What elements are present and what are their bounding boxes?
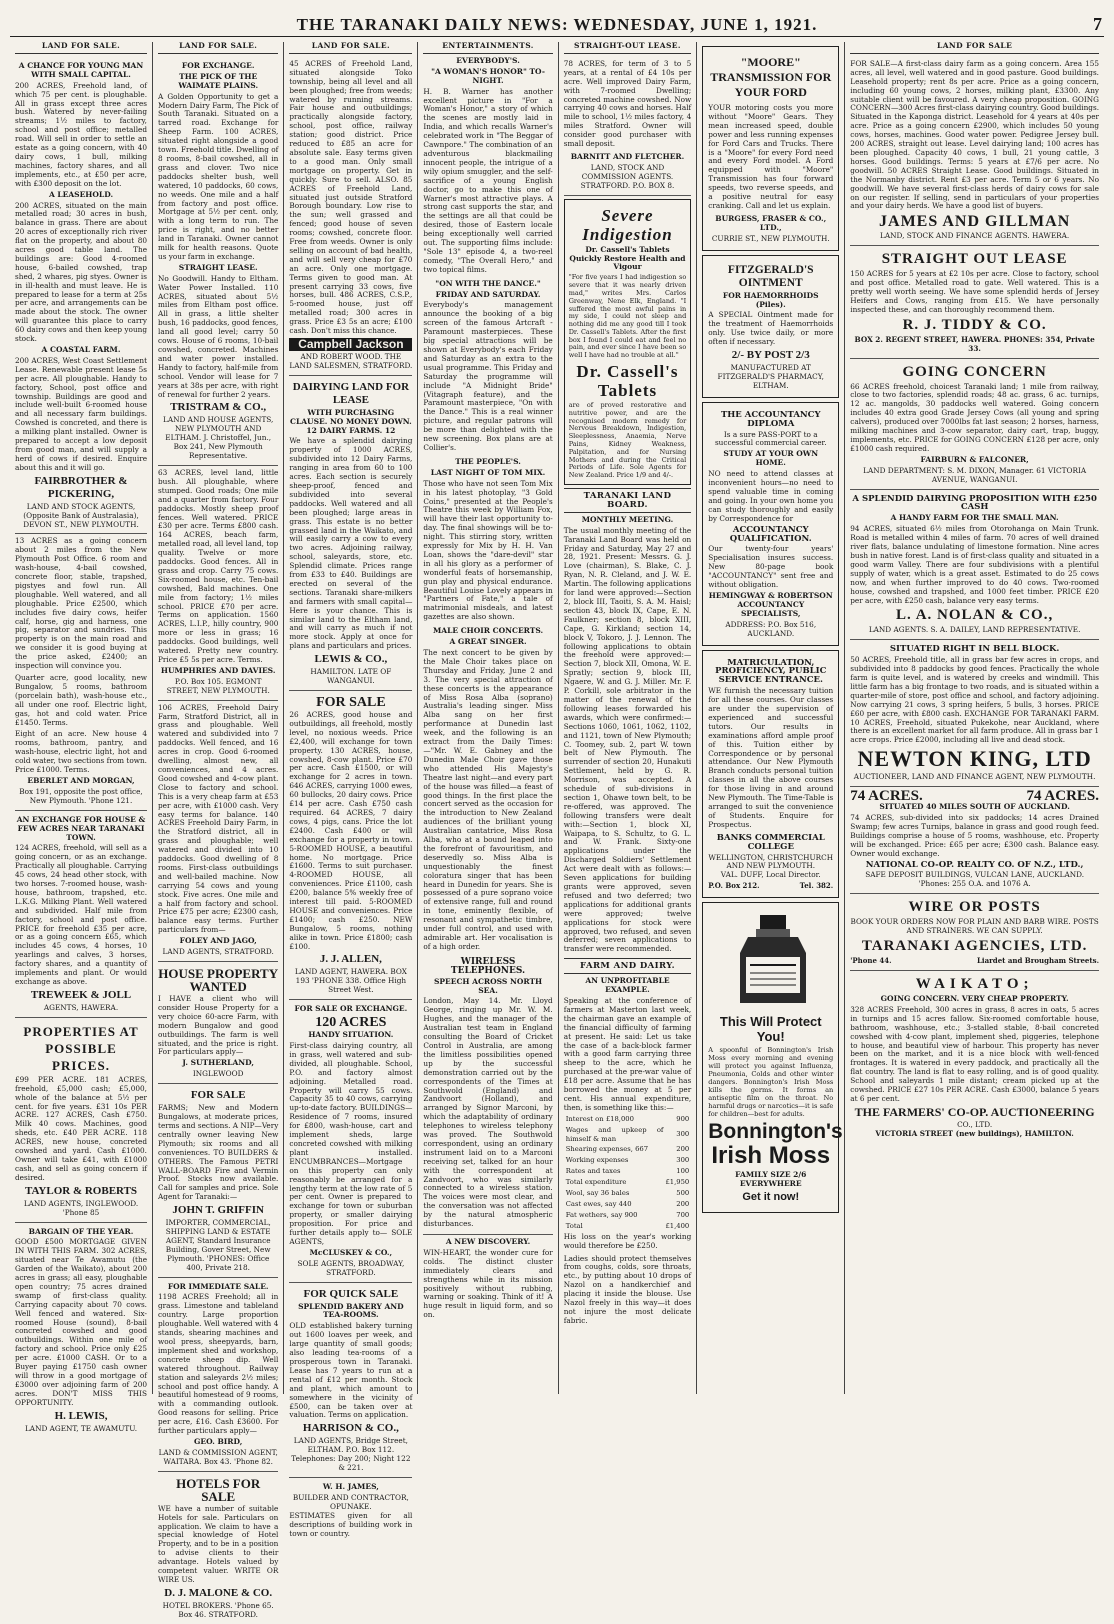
agent-name: FAIRBROTHER & PICKERING,	[34, 474, 128, 500]
acres-heading-right: 74 ACRES.	[1026, 788, 1100, 805]
article-title: FARM AND DAIRY.	[564, 958, 692, 974]
ad-headline: FITZGERALD'S OINTMENT	[727, 263, 814, 289]
table-row	[566, 1222, 690, 1231]
ad-banks-college	[702, 650, 839, 899]
ad-text: OLD established bakery turning out 1600 loaves per week, and large quantity of small goods; also leading tea-rooms of a prosperous town in Taranaki. Lease has 7 years to run at a rental of £12 per month. Stock and plant, which amount to somewhere in the vicinity of £500, can be taken over at valuation. Terms on application.	[289, 1321, 413, 1420]
article-text: Speaking at the conference of farmers at Masterton last week, the chairman gave an example of the financial difficulty of farming at present. He said: Let us take the case of a back-block farmer with a good farm carrying three sheep to the acre, which he purchased at the pre-war value of £18 per acre. Assume that he has borrowed the money at 5 per cent. His annual expenditure, then, is something like this:—	[563, 995, 692, 1112]
ad-title: A COASTAL FARM.	[41, 345, 121, 354]
section-header: LAND FOR SALE.	[15, 42, 147, 54]
agent-name: NEWTON KING, LTD	[857, 746, 1092, 772]
college-contact	[708, 882, 833, 891]
ad-moore-transmission	[702, 46, 839, 251]
ad-text: 328 ACRES Freehold, 300 acres in grass, 8 acres in oats, 5 acres in turnips and 15 acres fallow. Six-roomed comfortable house, bathroom, washhouse, etc.; 3-stalled stable, 8-bail concreted cowshed with 4-cow plant, implement shed, piggeries, telephone to house, and beautiful view of harbour. This property has never been on the market, and it is a nice block with well-fenced frontages. It is watered in every paddock, and practically all the flat country. The land is flat to easy rolling, and is of good quality. School and saleyards 1 mile distant; cream picked up at the cowshed. PRICE £27 10s PER ACRE. Cash £3000, balance 5 years at 6 per cent.	[850, 1004, 1100, 1103]
ad-toko	[289, 57, 412, 376]
ad-text: are of proved restorative and nutritive power, and are the recognised modern remedy for Nervous Breakdown, Indigestion, Sleeplessness, Anaemia, Nerve Pains, Kidney Weakness, Palpitation, and for Nursing Mothers and during the Critical Periods of Life. Sole Agents for New Zealand. Price 1/9 and 4/-.	[568, 401, 687, 480]
ad-nolan	[850, 490, 1099, 641]
agent-name: EBERLET AND MORGAN,	[27, 775, 135, 785]
ad-text: 74 ACRES, sub-divided into six paddocks; 14 acres Drained Swamp; few acres Turnips, balance in grass and good rough feed. Buildings comprise a house of 5 rooms, washhouse, etc. Property will be exchanged. Price: £65 per acre; £300 cash. Balance easy. Owner would exchange.	[850, 813, 1100, 858]
ad-text: 94 ACRES, situated 6½ miles from Otorohanga on Main Trunk. Road is metalled within 4 miles of farm. 70 acres of well drained river flats, balance undulating of limestone formation. Nine acres bush in native forest. Land is of first-class quality and situated in a good warm Valley. There are four subdivisions with a plentiful supply of water, which is a great asset. Estimated to do 25 cows now, and when further improved to do 40 cows. Two-roomed house, cowshed and trapshed, and 1000 feet timber. PRICE £20 per acre, with £250 cash, balance very easy terms.	[850, 524, 1100, 605]
agent-address: LAND & COMMISSION AGENT, WAITARA. Box 43. 'Phone 82.	[158, 1447, 278, 1466]
agent-address: Liardet and Brougham Streets.	[977, 956, 1100, 966]
agent-address: LAND AGENTS, INGLEWOOD. 'Phone 85	[23, 1198, 139, 1217]
agent-name: LEWIS & CO.,	[314, 653, 388, 666]
ad-title: HOTELS FOR SALE	[176, 1475, 261, 1504]
row-value: 700	[676, 1210, 690, 1219]
ad-fitzgeralds-ointment	[702, 255, 839, 398]
ad-text: 1198 ACRES Freehold; all in grass. Limestone and tableland country. Large proportion ploughable. Well watered with 4 stands, shearing machines and wool press, sheepyards, barn, implement shed and workshop, concrete sheep dip. Well watered throughout. Railway station and saleyards 2½ miles; school and post office handy. A beautiful homestead of 9 rooms, with a commanding outlook. Good reasons for selling. Price per acre, £16. Cash £3600. For further particulars apply—	[158, 1292, 279, 1436]
article-text: The next concert to be given by the Male Choir takes place on Thursday and Friday, June 2 and 3. The very special attraction of these concerts is the appearance of Miss Rosa Alba (soprano) Australia's leading singer. Miss Alba sang on her first performance at Dunedin last week, and the following is an extract from the Daily Times:—"Mr. W. E. Gabney and the Dunedin Male Choir gave those who attended His Majesty's Theatre last night—and every part of the house was filled—a feast of good things. In the first place the concert served as the occasion for the introduction to New Zealand audiences of the brilliant young Australian cantatrice, Miss Rosa Alba, who at a bound leaped into the forefront of favouritism, and deservedly so. Miss Alba is unquestionably the finest coloratura singer that has been heard in Dunedin for years. She is possessed of a pure soprano voice of extensive range, full and round in tone, eminently flexible, of resonant and sympathetic timbre, under full control, and used with admirable art. Her vocalisation is of a high order.	[423, 648, 553, 951]
row-label: Fat wethers, say 900	[565, 1210, 638, 1219]
article-text: Everybody's management announce the booking of a big screen of the famous Artcraft - Paramount masterpieces. These big special attractions will be shown at Everybody's each Friday and Saturday as an extra to the usual programme. This Friday and Saturday the programme will include "A Midnight Bride" (Vitagraph feature), and the Paramount masterpiece, "On with the Dance." This is a real winner picture, and regular patrons will be more than delighted with the new screening. Box plans are at Collier's.	[423, 300, 553, 452]
ad-griffin	[158, 1084, 278, 1277]
row-label: Total expenditure	[565, 1178, 627, 1187]
telephone: Tel. 382.	[799, 881, 834, 891]
ad-title: WAIKATO;	[915, 975, 1034, 992]
ad-subtitle: STUDY AT YOUR OWN HOME.	[723, 449, 819, 468]
ad-title: DAIRYING LAND FOR LEASE	[292, 380, 410, 406]
ad-irish-moss	[702, 902, 843, 1213]
ad-text: 106 ACRES, Freehold Dairy Farm, Stratford District, all in grass and ploughable. Well watered and subdivided into 7 paddocks. Well fenced, and 16 acres in crop. Good 6-roomed dwelling, almost new, all conveniences, and 4 acres. Good cowshed and 4-cow plant. Close to factory and school. This is a very cheap farm at £53 per acre, with £1000 cash. Very easy terms for balance. 140 ACRES Freehold Dairy Farm, in the Stratford district, all in grass and ploughable; well watered and divided into 10 paddocks. Good dwelling of 8 rooms. First-class outbuildings and well-bailed machine. Now carrying 54 cows and young stock. Five acres. One mile and a half from factory and school. Price £75 per acre; £2300 cash, balance easy terms. Further particulars from—	[158, 702, 279, 935]
row-value: £1,400	[665, 1221, 690, 1230]
ad-newton-king	[850, 640, 1099, 787]
agent-name: HEMINGWAY & ROBERTSON ACCOUNTANCY SPECIALISTS,	[708, 590, 833, 618]
ad-subtitle: WITH PURCHASING CLAUSE. NO MONEY DOWN. 12 DAIRY FARMS. 12	[289, 407, 412, 435]
section-header: LAND FOR SALE	[850, 42, 1099, 54]
agent-address: SOLE AGENTS, BROADWAY, STRATFORD.	[297, 1258, 405, 1277]
ad-text: A SPECIAL Ointment made for the treatment of Haemorrhoids only. Use twice daily, or more often if necessary.	[708, 310, 834, 347]
agent-name: NATIONAL CO-OP. REALTY CO. OF N.Z., LTD.,	[865, 859, 1084, 870]
article-text: WIN-HEART, the wonder cure for colds. The distinct cluster immediately clears and strengthens while in its mission positively without rubbing, warning or soaking. Think of it! A huge result in liquid form, and so on.	[423, 1247, 553, 1320]
agent-name: J. J. ALLEN,	[319, 953, 382, 966]
agent-name: JOHN T. GRIFFIN	[172, 1204, 264, 1217]
article-text: His loss on the year's working would therefore be £250.	[563, 1231, 692, 1250]
ad-title: GOING CONCERN	[902, 363, 1047, 380]
agent-address: LAND AGENTS, STRATFORD.	[162, 947, 274, 957]
ad-text: NO need to attend classes at inconvenient hours—no need to spend valuable time in coming and going. In your own home you can study thoroughly and easily by Correspondence for	[708, 469, 834, 523]
college-name: BANKS COMMERCIAL COLLEGE	[716, 832, 825, 852]
column-3	[284, 41, 418, 1538]
brand-name: Bonnington's	[708, 1120, 843, 1144]
ad-title: FOR EXCHANGE.	[181, 60, 255, 70]
agent-name: TARANAKI AGENCIES, LTD.	[861, 938, 1088, 955]
agent-name: J. SUTHERLAND,	[182, 1058, 254, 1068]
agent-name: HUMPHRIES AND DAVIES.	[160, 665, 276, 675]
agent-address: LAND, STOCK AND FINANCE AGENTS. HAWERA.	[879, 231, 1070, 241]
row-label: Cast ewes, say 440	[565, 1200, 632, 1209]
row-label: Working expenses	[565, 1156, 629, 1165]
ad-text: First-class dairying country, all in grass, well watered and sub-divided, all ploughable. School, P.O. and factory almost adjoining. Metalled road. Property will carry 55 cows. Capacity 35 to 40 cows, carrying up-to-date factory. BUILDINGS—Residence of 7 rooms, insured for £800, wash-house, cart and implement sheds, large concreted cowshed with milking plant installed. ENCUMBRANCES—Mortgage on this property can only reasonably be arranged for a lengthy term at the low rate of 5 per cent. Owner is prepared to exchange for town or suburban property, or smaller dairying proposition. For price and further details apply to— SOLE AGENTS,	[289, 1041, 413, 1246]
ad-headline: "MOORE" TRANSMISSION FOR YOUR FORD	[710, 55, 832, 99]
ad-text: "For five years I had indigestion so severe that it was nearly driven mad," writes Mrs. Carlos Greenway, Nene Elk, England. "I suffered the most awful pains in my side, I could not sleep and nothing did me any good till I took Dr. Cassell's Tablets. After the first box I found I could eat and feel no pain, and ever since I have been so well I have had no trouble at all."	[568, 273, 687, 360]
agent-address: VICTORIA STREET (new buildings), HAMILTON.	[875, 1128, 1074, 1138]
article-subtitle: A GREAT SINGER.	[449, 637, 527, 647]
ad-text: 26 ACRES, good house and outbuildings, all freehold, mostly level, no noxious weeds. Price £2,400, will exchange for town property. 130 ACRES, house, cowshed, 8-cow plant. Price £70 per acre. Cash £1500, or will exchange for 2 acres in town. 646 ACRES, carrying 1000 ewes, 60 bullocks, 20 dairy cows. Price £14 per acre. Cash £750 cash required. 64 ACRES, 7 dairy cows, 4 pigs, cans. Price the lot £2400. Cash £400 or will exchange for a property in town. 5-ROOMED HOUSE, a beautiful home. No mortgage. Price £1600. Terms to suit purchaser. 4-ROOMED HOUSE, all conveniences. Price £1100, cash £200, balance 5% weekly free of interest till paid. 5-ROOMED HOUSE and conveniences. Price £1400; cash £250. NEW Bungalow, 5 rooms, nothing alike in town. Price £1800; cash £100.	[289, 710, 413, 951]
ad-subtitle: FOR HAEMORRHOIDS (Piles).	[722, 290, 819, 309]
column-1	[10, 41, 153, 1433]
row-label: Interest on £18,000	[565, 1114, 634, 1123]
ad-tiddy	[850, 246, 1099, 358]
agent-address: BOX 2. REGENT STREET, HAWERA. PHONES: 354, Private 33.	[854, 334, 1095, 353]
ad-big-heading: 120 ACRES	[315, 1015, 387, 1031]
article-subtitle: LAST NIGHT OF TOM MIX.	[430, 467, 546, 477]
ad-text: No Goodwill. Handy to Eltham. Water Power Installed. 110 ACRES, situated about 5½ miles from Eltham post office. All in grass, a little shelter bush, 16 paddocks, good fences, land all good level; carry 50 cows. House of 6 rooms, 10-bail cowshed, concreted. Machines and water power installed. Handy to factory, half-mile from school. Vendor will lease for 7 years at 38s per acre, with right of renewal for further 2 years.	[158, 273, 279, 399]
ad-text: 124 ACRES, freehold, will sell as a going concern, or as an exchange. Practically all ploughable. Carrying 45 cows, 24 head other stock, with two horses. 7-roomed house, wash-house, bathroom, trapshed, etc. L.K.G. Milking Plant. Well watered and subdivided. Half mile from factory, school and post office. PRICE for freehold £35 per acre, or as a going concern £65, which includes 45 cows, 4 horses, 10 yearlings and calves, 3 horses, factory shares, and a quantity of implements and plant. Or would exchange as above.	[15, 843, 148, 986]
ad-subtitle: Dr. Cassell's Tablets Quickly Restore Health and Vigour	[569, 244, 686, 272]
table-row	[566, 1115, 690, 1124]
row-label: Total	[565, 1221, 583, 1230]
brand-name: Irish Moss	[711, 1142, 831, 1170]
ad-wire-posts	[850, 894, 1099, 971]
row-value: 200	[676, 1200, 690, 1209]
ad-text: 45 ACRES of Freehold Land, situated alongside Toko township, being all level and all been ploughed; free from weeds; watered by running streams. Fair house and outbuildings; practically alongside factory, school, post office, railway station; good district. Price reduced to £85 an acre for absolute sale. Easy terms given to a good man. Only small mortgage on property. Get in quickly. Sure to sell. ALSO. 85 ACRES of Freehold Land, situated just outside Stratford Borough boundary. Low rise to the sun; well grassed and fenced; good house of seven rooms; cowshed, concrete floor. Free from weeds. Owner is only selling on account of bad health, and will sell very cheap for £70 an acre. Only one mortgage. Terms given to good man. At present carrying 33 cows, five horses, bull. 486 ACRES, C.S.P., 5-roomed house, just off metalled road; 300 acres in grass. Price £3 5s an acre; £100 cash. Don't miss this chance.	[289, 58, 413, 336]
article-title: A NEW DISCOVERY.	[423, 1234, 552, 1247]
ad-waikato	[850, 971, 1099, 1143]
agent-name: H. LEWIS,	[54, 1409, 108, 1422]
page-columns	[10, 41, 1104, 1619]
table-row	[566, 1167, 690, 1176]
ad-title: FOR SALE	[190, 1089, 246, 1102]
ad-headline: THE ACCOUNTANCY DIPLOMA	[720, 409, 821, 429]
ad-text: ESTIMATES given for all descriptions of building work in town or country.	[289, 1510, 413, 1538]
ad-title: A CHANCE FOR YOUNG MAN WITH SMALL CAPITAL.	[18, 60, 144, 79]
table-row	[566, 1200, 690, 1209]
row-value: £1,950	[665, 1178, 690, 1187]
row-label: Shearing expenses, 667	[565, 1145, 649, 1154]
ad-dairying-lease	[289, 376, 412, 691]
ad-text: YOUR motoring costs you more without "Moore" Gears. They mean increased speed, double power and less running expenses for Ford Cars and Trucks. There is a "Moore" for every Ford need and every Ford model. A Ford equipped with "Moore" Transmission has four forward speeds, two reverse speeds, and a positive neutral for easy cranking. Call and let us explain.	[708, 103, 834, 210]
agent-address: INGLEWOOD	[192, 1069, 244, 1079]
column-4	[418, 42, 558, 1394]
ad-text: A Golden Opportunity to get a Modern Dairy Farm, The Pick of South Taranaki. Situated on a tarred road. Exchange for Sheep Farm. 100 ACRES, situated right alongside a good town. Freehold title. Dwelling of 8 rooms, 8-bail cowshed, all in grass and clover. Two nice paddocks shelter bush, well watered, 10 paddocks, 60 cows, no weeds. One mile and a half from factory and post office. Mortgage at 5½ per cent. only, with a long term to run. The price is right, and no better land in Taranaki. Owner cannot milk for health reasons. Quote us your farm in exchange.	[158, 91, 279, 261]
agent-address: HOTEL BROKERS. 'Phone 65. Box 46. STRATFORD.	[162, 1600, 274, 1619]
ad-going-concern	[850, 359, 1099, 490]
ad-title: BARGAIN OF THE YEAR.	[28, 1226, 134, 1236]
ad-immediate-sale	[158, 1278, 278, 1472]
college-address: WELLINGTON, CHRISTCHURCH AND NEW PLYMOUTH.	[708, 852, 834, 871]
article-title: WIRELESS TELEPHONES.	[450, 956, 526, 976]
ad-text: 200 ACRES, Freehold land, of which 75 per cent. is ploughable. All in grass except three acres bush. Watered by never-failing streams; 1½ miles to factory, school and post office; metalled road. Will sell in order to settle an estate as a going concern, with 40 dairy cows, 1 bull, milking machines, factory shares, and all implements, etc., at £50 per acre, with £300 deposit on the lot.	[15, 80, 148, 188]
ad-subtitle: HANDY SITUATION.	[308, 1030, 394, 1040]
article-title: THE PEOPLE'S.	[455, 456, 521, 466]
ad-exchange	[15, 811, 147, 1018]
page-number: 7	[1093, 14, 1102, 34]
ad-exchange-120	[289, 1000, 412, 1282]
ad-74-acres	[850, 787, 1099, 894]
ad-text: FARMS; New and Modern Bungalows, at moderate prices, terms and sections. A NIP—Very centrally owner leaving New Plymouth; six rooms and all conveniences. TO BUILDERS & OTHERS. The Famous PETRI WALL-BOARD Fire and Vermin Proof. Stocks now available. Call for samples and price. Sole Agent for Taranaki:—	[158, 1103, 279, 1202]
ad-cta: Get it now!	[742, 1190, 800, 1203]
ad-text: 66 ACRES freehold, choicest Taranaki land; 1 mile from railway, close to two factories, splendid roads; 48 ac. grass, 6 ac. turnips, 12 ac. mangolds, 30 paddocks well watered. Going concern includes 40 extra good Grade Jersey Cows (all young and spring calvers), produced over 7000lbs fat last season; 2 horses, harness, milking machines and 3-cow separator, dairy cart, trap, buggy, implements, etc. PRICE for GOING CONCERN £128 per acre, only £1000 cash required.	[850, 381, 1100, 453]
table-row	[566, 1189, 690, 1198]
article-title: EVERYBODY'S.	[456, 55, 520, 65]
row-value: 300	[676, 1156, 690, 1165]
article-text: Those who have not seen Tom Mix in his latest photoplay, "3 Gold Coins," presented at the People's Theatre this week by William Fox, will have their last opportunity to-day. The final showings will be to-night. This stirring story, written expressly for Mix by H. H. Van Loan, shows the "dare-devil" star in all his glory as a performer of wonderful feats of horsemanship, gun play and physical endurance. Beautiful Louise Lovely appears in "Partners of Fate," a tale of matrimonial misdeals, and latest gazettes are also shown.	[423, 478, 553, 622]
agent-address: CURRIE ST., NEW PLYMOUTH.	[711, 233, 830, 243]
ad-subtitle: Is a sure PASS-PORT to a successful commercial career.	[714, 429, 827, 448]
article-subtitle: MONTHLY MEETING.	[581, 514, 674, 524]
telephone: 'Phone 44.	[850, 956, 892, 966]
agent-name: THE FARMERS' CO-OP. AUCTIONEERING	[854, 1104, 1095, 1119]
agent-name: R. J. TIDDY & CO.	[902, 316, 1047, 333]
ad-text: 200 ACRES, West Coast Settlement Lease. Renewable present lease 5s per acre. All ploughable. Handy to factory, School, post office and township. Buildings are good and include well-built 6-roomed house and all necessary farm buildings. Cowshed is concreted, and there is a milking plant installed. Owner is prepared to accept a low deposit from good man, and will supply a herd of cows if desired. Enquire about this and it will go.	[15, 355, 148, 472]
article-text: H. B. Warner has another excellent picture in "For a Woman's Honor," a story of which the scenes are mostly laid in India, and which recalls Warner's celebrated work in "The Beggar of Cawnpore." The combination of an adventurous blackmailing innocent people, the intrigue of a wily opium smuggler, and the self-sacrifice of a young English doctor, go to make this one of Warner's most attractive plays. A strong cast supports the star, and the settings are all that could be desired, those of Eastern locale being exceptionally well carried out. The supporting films include: "Sole 13" episode 4, a two-reel comedy, "The Overall Hero," and two topical films.	[423, 86, 553, 274]
price: 2/- BY POST 2/3	[731, 349, 810, 362]
agent-name: W. H. JAMES,	[322, 1481, 379, 1491]
agent-name: D. J. MALONE & CO.	[164, 1586, 273, 1599]
masthead	[10, 14, 1104, 37]
ad-james	[289, 1478, 412, 1542]
acres-heading-left: 74 ACRES.	[850, 788, 923, 805]
table-row	[566, 1156, 690, 1165]
ad-text: We have a splendid dairying property of 1000 ACRES, subdivided into 12 Dairy Farms, ranging in area from 60 to 100 acres. Each section is securely sheep-proof, fenced and subdivided into several paddocks. Well watered and all been ploughed; large areas in grass. This estate is no better grassed land in the Waikato, and will easily carry a cow to every two acres. Adjoining railway, school, saleyards, store, etc. Splendid climate. Prices range from £33 to £40. Buildings are erected on several of the sections. Taranaki share-milkers and farmers with small capital—Here is your chance. This is similar land to the Eltham land, and will carry as much if not more stock. Apply at once for plans and particulars and prices.	[289, 436, 413, 651]
article-text: London, May 14. Mr. Lloyd George, ringing up Mr. W. M. Hughes, and the manager of the Australian test team in England consulting the Board of Cricket Control in Australia, are among the limitless possibilities opened up by the successful demonstration carried out by the correspondents of the Times at Southwold (England) and Zandvoort (Holland), and arranged by Signor Marconi, by which the adaptability of ordinary telephones to wireless telephony was proved. The Southwold correspondent, using an ordinary instrument laid on to a Marconi receiving set, talked for an hour with the correspondent at Zandvoort, who was similarly connected to a wireless station. The voices were most clear, and the conversation was not affected by the natural atmospheric disturbances.	[423, 996, 553, 1229]
ad-text: Eight of an acre. New house 4 rooms, bathroom, pantry, and wash-house, electric light, hot and cold water, two sections from town. Price £1000. Terms.	[15, 729, 148, 775]
agent-contact	[850, 957, 1099, 966]
agent-name: FAIRBURN & FALCONER,	[920, 454, 1029, 464]
article-title: "ON WITH THE DANCE."	[435, 278, 541, 288]
article-subtitle: AN UNPROFITABLE EXAMPLE.	[585, 976, 670, 995]
ad-accountancy	[702, 402, 839, 646]
row-value: 200	[676, 1145, 690, 1154]
brand-name: Dr. Cassell's Tablets	[576, 362, 679, 401]
ad-title: AN EXCHANGE FOR HOUSE & FEW ACRES NEAR TARANAKI TOWN.	[16, 814, 146, 842]
acres-headings	[850, 788, 1100, 805]
article-subtitle: FRIDAY AND SATURDAY.	[435, 289, 541, 299]
table-row	[566, 1178, 690, 1187]
row-label: Wages and upkeep of himself & man	[565, 1125, 664, 1143]
ad-house-wanted	[158, 962, 278, 1084]
ad-headline: MATRICULATION, PROFICIENCY, PUBLIC SERVICE ENTRANCE.	[715, 657, 827, 686]
ad-text: Our twenty-four years' Specialisation insures success. New 80-page book "ACCOUNTANCY" sent free and without obligation.	[708, 544, 834, 590]
ad-subtitle: SITUATED 40 MILES SOUTH OF AUCKLAND.	[879, 802, 1070, 812]
ad-text: 150 ACRES for 5 years at £2 10s per acre. Close to factory, school and post office. Metalled road to gate. Well watered. This is a pretty well worth seeing. We have some splendid herds of Jersey Heifers and Cows, ranging from £15. We have personally inspected these, and can thoroughly recommend them.	[850, 269, 1100, 314]
ad-text: 200 ACRES, situated on the main metalled road; 30 acres in bush, balance in grass. There are about 20 acres of exceptionally rich river flat on the property, and about 80 acres good table land. The buildings are: Good 4-roomed house, 6-bailed cowshed, trap shed, 2 whares, pig styes. Owner is in ill-health and must leave. He is prepared to lease for a term at 25s per acre, and arrangements can be made about the stock. The owner will guarantee this place to carry 60 dairy cows and then keep young stock.	[15, 200, 148, 344]
agent-name: GEO. BIRD,	[194, 1436, 243, 1446]
article-title: TARANAKI LAND BOARD.	[564, 488, 692, 513]
agent-address: LAND AND STOCK AGENTS, (Opposite Bank of Australasia), DEVON ST., NEW PLYMOUTH.	[23, 501, 139, 529]
row-label: Wool, say 36 bales	[565, 1189, 630, 1198]
article-text: The usual monthly meeting of the Taranaki Land Board was held on Friday and Saturday, May 27 and 28, 1921. Present: Messrs. G. J. Love (chairman), S. Blake, C. J. Ryan, N. R. Cleland, and J. W. E. Martin. The following applications for land were approved:—Section 2, block III, Taoiti, S. A. M. Haisl; section 43, block IX, Cape, E. N. Faulkner; section 8, block XIII, Cape, G. Kirkland; section 14, block V, Tokoro, J. J. Lennon. The following applications to obtain the freehold were approved:—Section 7, block XII, Omona, W. E. Spratly; section 9, block III, Ngaere, W. and G. J. Miller. Mr. F. P. Corkill, sole arbitrator in the matter of the renewal of the following leases forwarded his awards, which were confirmed:—Sections 1060, 1061, 1062, 1102, and 1121, town of New Plymouth; C. Toomey, sub. 2, part W. town belt of New Plymouth. The surrender of section 20, Hunakuti Settlement, held by G. R. Morrison, was accepted. A schedule of sub-divisions in section 1, Ohawe town belt, to be re-offered, was approved. The following transfers were dealt with:—Section 1, block XI, Waipapa, to S. Schultz, to G. L. and W. Frank. Sixty-one applications under the Discharged Soldiers' Settlement Act were dealt with as follows:—Seven applications for building grants were approved, seven refused and two deferred; two applications for additional grants were approved; twelve applications for stock were approved, two refused, and seven deferred; seven applications to transfer were recommended.	[563, 525, 692, 954]
ad-text: GOOD £500 MORTGAGE GIVEN IN WITH THIS FARM. 302 ACRES, situated near Te Awamutu (the Garden of the Waikato), about 200 acres in grass; all easy, ploughable open country; 75 acres drained swamp of first-class quality. Carrying capacity about 70 cows. Well fenced and watered. Six-roomed House (sound), 8-bail concreted cowshed and good outbuildings. Within one mile of factory and school. Price only £25 per acre. £1000 CASH. Or to a Buyer paying £1750 cash owner will throw in a good mortgage of £3000 over adjoining farm of 200 acres. DON'T MISS THIS OPPORTUNITY.	[15, 1237, 148, 1407]
ad-james-gillman	[850, 57, 1099, 246]
ad-headline: Severe Indigestion	[582, 205, 673, 244]
section-header: STRAIGHT-OUT LEASE.	[564, 42, 692, 54]
ad-text: 63 ACRES, level land, little bush. All ploughable, where stumped. Good roads; One mile and a quarter from factory. Four paddocks. Mostly sheep proof fences. Well watered. PRICE £30 per acre. Terms £800 cash. 164 ACRES, beach farm, metalled road, all level land, top quality. Twelve or more paddocks. Good fences. All in grass and crop. Carry 75 cows. Six-roomed house, etc. Ten-bail cowshed, Bald machines. One mile from factory; 1½ miles school. PRICE £70 per acre. Terms on application. 1560 ACRES, L.I.P., hilly country, 900 more or less in grass; 16 paddocks. Good buildings, well watered. Pretty new country. Price £5 5s per acre. Terms.	[158, 467, 279, 664]
ad-text: 50 ACRES, Freehold title, all in grass bar few acres in crops, and subdivided into 8 paddocks by good fences. Practically the whole farm is quite level, and is watered by creeks and windmill. This little farm has a big frontage to two roads, and is situated within a quarter-mile of store, post office and school, and factory adjoining. Now carrying 21 cows, 3 spring heifers, 5 bulls, 3 horses. PRICE £60 per acre, with £800 cash. EXCHANGE FOR TARANAKI FARM. 10 ACRES, Freehold, situated Pukekohe, near Auckland, where there is an excellent market for all farm produce. All in grass bar 1 acre crops. Price £2000, including all live and dead stock.	[850, 655, 1100, 745]
agent-address: AND ROBERT WOOD. THE LAND SALESMEN, STRATFORD.	[289, 351, 413, 370]
agent-address: Box 191, opposite the post office, New Plymouth. 'Phone 121.	[19, 786, 143, 805]
ad-headline: This Will Protect You!	[719, 1014, 822, 1045]
agent-name: L. A. NOLAN & CO.,	[896, 607, 1054, 624]
ad-subtitle: ACCOUNTANCY QUALIFICATION.	[729, 524, 812, 544]
agent-address: LAND, STOCK AND COMMISSION AGENTS. STRATFORD. P.O. BOX 8.	[580, 162, 675, 190]
ad-young-man	[15, 57, 147, 535]
ad-text: WE furnish the necessary tuition for all these courses. Our classes are under the supervision of experienced and successful tutors. Our results in examinations afford ample proof of this. Tuition either by Correspondence or by personal attendance. Our New Plymouth Branch conducts personal tuition classes in all the above courses for those living in and around New Plymouth. The Time-Table is arranged to suit the convenience of Students. Enquire for Prospectus.	[708, 686, 834, 829]
agent-address: LAND DEPARTMENT: S. M. DIXON, Manager. 61 VICTORIA AVENUE, WANGANUI.	[863, 465, 1087, 484]
article-text: Ladies should protect themselves from coughs, colds, sore throats, etc., by putting about 10 drops of Nazol on a handkerchief and placing it inside the blouse. Use Nazol freely in this way—it does not injure the most delicate fabric.	[563, 1253, 692, 1325]
agent-address: P.O. Box 105. EGMONT STREET, NEW PLYMOUTH.	[166, 676, 270, 695]
expenditure-table	[564, 1113, 692, 1233]
column-5	[559, 42, 698, 1394]
article-subtitle: SPEECH ACROSS NORTH SEA.	[433, 976, 543, 995]
ad-foley	[158, 701, 278, 962]
agent-address: LAND AGENTS, Bridge Street, ELTHAM. P.O. Box 112. Telephones: Day 200; Night 122 & 221.	[291, 1436, 411, 1473]
column-2	[153, 41, 284, 1619]
agent-name: BARNITT AND FLETCHER.	[570, 151, 685, 161]
ad-title: A SPLENDID DAIRYING PROPOSITION WITH £250 CASH	[852, 493, 1097, 513]
newspaper-title: THE TARANAKI DAILY NEWS: WEDNESDAY, JUNE 1, 1921.	[296, 15, 818, 34]
agent-address: AUCTIONEER, LAND AND FINANCE AGENT, NEW PLYMOUTH.	[853, 772, 1096, 782]
ad-text: WE have a number of suitable Hotels for sale. Particulars on application. We claim to have a special knowledge of Hotel Property, and to be in a position to advise clients to their advantage. Hotels valued by competent valuer. WRITE OR WIRE US.	[158, 1503, 279, 1584]
agent-address: BUILDER AND CONTRACTOR, OPUNAKE.	[292, 1492, 409, 1511]
row-label: Rates and taxes	[565, 1167, 621, 1176]
agent-name: TAYLOR & ROBERTS	[24, 1184, 138, 1197]
column-7	[845, 42, 1104, 1394]
agent-name: TRISTRAM & CO.,	[170, 401, 267, 414]
table-row	[566, 1211, 690, 1220]
agent-name: FOLEY AND JAGO,	[179, 936, 257, 946]
ad-properties	[15, 1018, 147, 1223]
section-header: LAND FOR SALE.	[158, 42, 278, 54]
ad-text: FOR SALE—A first-class dairy farm as a going concern. Area 155 acres, all level, well watered and in good pasture. Good buildings. Leasehold property; rent 8s per acre. Price as a going concern, including 60 young cows, 2 horses, milking plant, £3300. Any suitable client will be favoured. A very cheap proposition. GOING CONCERN—300 Acres first-class dairying country. Good buildings. Situated in the Kaponga district. Leasehold for 4 years at 40s per acre. Price as a going concern £2900, which includes 50 young cows, horses, machines. Good water power. Pedigree Jersey bull. 200 ACRES, straight out lease. Level dairying land; 100 acres has been ploughed. Capacity 40 cows, 1 bull, 21 young cattle, 3 horses. Good buildings. Terms: 5 years at £7/6 per acre. No goodwill. 50 ACRES Straight Lease. Good buildings. Situated in the Normanby district. Rent £3 per acre. Term 5 or 6 years. No goodwill. We have several first-class herds of dairy cows for sale on our register. If selling, send in particulars of your properties and your dairy herds. We have a good list of buyers.	[850, 58, 1100, 211]
row-value: 900	[676, 1114, 690, 1123]
agent-address: LAND AGENT, HAWERA. BOX 193 'PHONE 338. Office High Street West.	[294, 967, 407, 995]
ad-subtitle: GOING CONCERN. VERY CHEAP PROPERTY.	[880, 993, 1069, 1003]
agent-name: Campbell Jackson	[289, 338, 412, 351]
ad-hotels	[158, 1472, 278, 1624]
ad-subtitle: A HANDY FARM FOR THE SMALL MAN.	[890, 513, 1059, 523]
ad-title: SITUATED RIGHT IN BELL BLOCK.	[889, 644, 1060, 655]
column-6	[697, 42, 845, 1394]
ad-subtitle: THE PICK OF THE WAIMATE PLAINS.	[178, 71, 259, 90]
ad-footer: FAMILY SIZE 2/6 EVERYWHERE	[735, 1170, 807, 1188]
table-row	[566, 1145, 690, 1154]
ad-text: £99 PER ACRE. 181 ACRES, freehold, £5,000 cash; £5,000, whole of the balance at 5½ per cent. for five years. £31 10s PER ACRE. 127 ACRES, Cash £750. Milk 40 cows. Machines, good sheds, etc. £40 PER ACRE. 118 ACRES, new house, concreted cowshed and yard. Cash £1000. Owner will take £41, with £1000 cash, and sell as going concern if desired.	[15, 1074, 148, 1182]
article-subtitle: "A WOMAN'S HONOR" TO-NIGHT.	[431, 66, 545, 85]
article-title: MALE CHOIR CONCERTS.	[432, 626, 544, 636]
ad-text: 78 ACRES, for term of 3 to 5 years, at a rental of £4 10s per acre. Well improved Dairy Farm, with 7-roomed Dwelling; concreted machine cowshed. Now carrying 40 cows and horses. Half mile to school, 1½ miles factory, 4 miles Stratford. Owner will consider good purchaser with small deposit.	[563, 58, 692, 149]
ad-title: FOR IMMEDIATE SALE.	[167, 1281, 269, 1291]
ad-title: FOR QUICK SALE	[303, 1287, 399, 1300]
agent-suffix: CO., LTD.	[957, 1119, 993, 1129]
row-value: 300	[676, 1130, 690, 1139]
ad-text: A spoonful of Bonnington's Irish Moss every morning and evening will protect you against Influenza, Pneumonia, Colds and other winter dangers. Bonnington's Irish Moss kills the germs. It forms an antiseptic film on the throat. No harmful drugs or narcotics—it is safe for children—best for adults.	[708, 1046, 834, 1119]
ad-going-concern	[15, 534, 147, 810]
ad-title: HOUSE PROPERTY WANTED	[158, 966, 279, 994]
agent-address: ADDRESS: P.O. Box 516, AUCKLAND.	[725, 619, 817, 638]
row-value: 500	[676, 1189, 690, 1198]
ad-text: Quarter acre, good locality, new Bungalow, 5 rooms, bathroom (porcelain bath), wash-house etc., all under one roof. Electric light, gas, hot and cold water. Price £1450. Terms.	[15, 673, 148, 727]
ad-title: STRAIGHT OUT LEASE	[881, 251, 1068, 268]
agent-name: JAMES AND GILLMAN	[879, 213, 1071, 231]
ad-text: I HAVE a client who will consider House Property for a very choice 60-acre Farm, with modern Bungalow and good outbuildings. The farm is well situated, and the price is right. For particulars apply—	[158, 994, 279, 1057]
medicine-bottle-illustration	[708, 913, 838, 1005]
ad-text: 13 ACRES as a going concern about 2 miles from the New Plymouth Post Office. 6 room and wash-house, 4-bail cowshed, concrete floor, stable, trapshed, pigstyes and fowl run. All ploughable. Well watered, and all ploughable. Price £2500, which includes five dairy cows, heifer calf, horse, gig and harness, one pig, separator and sundries. This property is on the main road and we consider it is good buying at the price asked, £2400; an inspection will convince you.	[15, 536, 148, 671]
ad-title: WIRE OR POSTS	[908, 899, 1041, 916]
section-header: LAND FOR SALE.	[289, 42, 412, 54]
agent-address: LAND AGENT, TE AWAMUTU.	[24, 1423, 138, 1433]
agent-address: AGENTS, HAWERA.	[43, 1002, 119, 1012]
ad-bargain	[15, 1223, 147, 1438]
ad-humphries	[158, 466, 278, 701]
table-row	[566, 1126, 690, 1144]
ad-title: FOR SALE OR EXCHANGE.	[294, 1004, 408, 1014]
ad-title: FOR SALE	[316, 695, 386, 710]
agent-address: LAND AGENTS. S. A. DAILEY, LAND REPRESENTATIVE.	[868, 625, 1081, 635]
agent-name: HARRISON & CO.,	[302, 1422, 399, 1435]
ad-title: PROPERTIES AT POSSIBLE PRICES.	[23, 1023, 139, 1073]
agent-address: HAMILTON. LATE OF WANGANUI.	[310, 667, 392, 686]
ad-text: BOOK YOUR ORDERS NOW FOR PLAIN AND BARB WIRE. POSTS AND STRAINERS. WE CAN SUPPLY.	[850, 917, 1099, 936]
agent-name: McCLUSKEY & CO.,	[309, 1247, 393, 1257]
agent-address: LAND AND HOUSE AGENTS, NEW PLYMOUTH AND ELTHAM. J. Christoffel, Jun., Box 241, New Plymouth Representative.	[163, 415, 274, 461]
ad-subtitle: SPLENDID BAKERY AND TEA-ROOMS.	[298, 1301, 404, 1320]
ad-allen	[289, 691, 412, 1000]
row-value: 100	[676, 1167, 690, 1176]
agent-address: SAFE DEPOSIT BUILDINGS, VULCAN LANE, AUCKLAND. 'Phones: 255 O.A. and 1076 A.	[865, 870, 1085, 889]
agent-address: IMPORTER, COMMERCIAL, SHIPPING LAND & ESTATE AGENT, Standard Insurance Building, Gover Street, New Plymouth. 'PHONES: Office 400, Private 218.	[165, 1218, 271, 1272]
ad-waimate	[158, 57, 278, 466]
manufacturer: MANUFACTURED AT FITZGERALD'S PHARMACY, ELTHAM.	[717, 363, 824, 390]
ad-title: A LEASEHOLD.	[48, 189, 114, 199]
agent-name: BURGESS, FRASER & CO., LTD.,	[715, 213, 827, 232]
ad-straight-out	[564, 57, 692, 196]
po-box: P.O. Box 212.	[708, 881, 760, 891]
ad-subtitle: STRAIGHT LEASE.	[178, 262, 258, 272]
college-director: VAL. DUFF, Local Director.	[720, 870, 821, 880]
ad-quick-sale	[289, 1283, 412, 1478]
ad-cassells-tablets	[564, 199, 692, 485]
section-header: ENTERTAINMENTS.	[423, 42, 552, 54]
agent-name: TREWEEK & JOLL	[30, 988, 132, 1001]
